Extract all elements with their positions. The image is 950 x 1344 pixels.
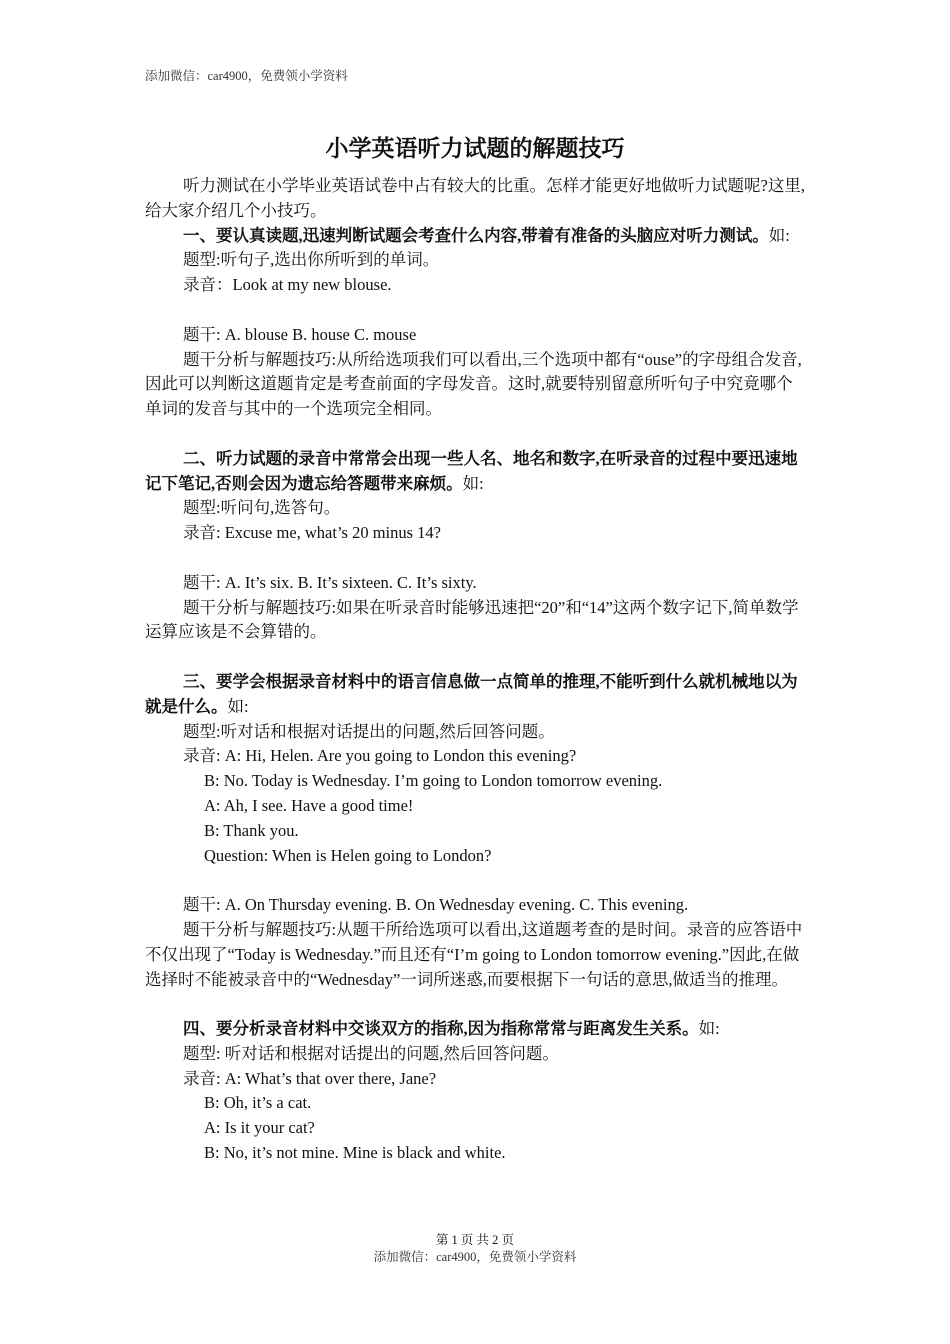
spacer	[145, 992, 807, 1017]
section-3-stem: 题干: A. On Thursday evening. B. On Wednesday evening. C. This evening.	[183, 895, 689, 915]
section-2-example-marker: 如:	[462, 473, 484, 493]
spacer	[145, 645, 807, 670]
section-1-heading	[145, 224, 807, 249]
spacer	[145, 868, 807, 893]
article-body	[145, 174, 807, 1166]
section-3-heading-text: 三、要学会根据录音材料中的语言信息做一点简单的推理,不能听到什么就机械地以为就是什么。	[145, 671, 798, 716]
section-2-type: 题型:听问句,选答句。	[183, 498, 341, 518]
page-title: 小学英语听力试题的解题技巧	[325, 136, 625, 161]
section-3-recording: 录音: A: Hi, Helen. Are you going to London this evening?	[183, 746, 577, 766]
page-number: 第 1 页 共 2 页	[435, 1233, 515, 1247]
footer-note: 添加微信：car4900，免费领小学资料	[373, 1250, 577, 1264]
section-2-heading-text: 二、听力试题的录音中常常会出现一些人名、地名和数字,在听录音的过程中要迅速地记下笔记,否则会因为遗忘给答题带来麻烦。	[145, 448, 798, 493]
section-1-analysis: 题干分析与解题技巧:从所给选项我们可以看出,三个选项中都有“ouse”的字母组合发音,因此可以判断这道题肯定是考查前面的字母发音。这时,就要特别留意所听句子中究竟哪个单词的发音与其中的一个选项完全相同。	[145, 349, 802, 419]
section-4-example-marker: 如:	[698, 1019, 720, 1039]
section-3-type: 题型:听对话和根据对话提出的问题,然后回答问题。	[183, 721, 555, 741]
dialogue-line: A: Is it your cat?	[204, 1118, 315, 1138]
section-2-analysis: 题干分析与解题技巧:如果在听录音时能够迅速把“20”和“14”这两个数字记下,简单数学运算应该是不会算错的。	[145, 597, 799, 642]
header-note: 添加微信：car4900，免费领小学资料	[145, 69, 348, 83]
section-1-heading-text: 一、要认真读题,迅速判断试题会考查什么内容,带着有准备的头脑应对听力测试。	[183, 225, 769, 245]
dialogue-line: B: No, it’s not mine. Mine is black and white.	[204, 1143, 506, 1163]
section-3-heading	[145, 670, 807, 720]
section-1-recording: 录音：Look at my new blouse.	[183, 275, 392, 295]
section-4-heading-text: 四、要分析录音材料中交谈双方的指称,因为指称常常与距离发生关系。	[183, 1019, 699, 1039]
section-1-example-marker: 如:	[768, 225, 790, 245]
section-4-heading	[145, 1017, 807, 1042]
spacer	[145, 298, 807, 323]
section-2-stem: 题干: A. It’s six. B. It’s sixteen. C. It’s sixty.	[183, 572, 477, 592]
section-1-stem: 题干: A. blouse B. house C. mouse	[183, 324, 417, 344]
dialogue-line: B: Thank you.	[204, 820, 299, 840]
dialogue-line: Question: When is Helen going to London?	[204, 845, 492, 865]
section-2-recording: 录音: Excuse me, what’s 20 minus 14?	[183, 523, 442, 543]
section-2-heading	[145, 447, 807, 497]
section-4-type: 题型: 听对话和根据对话提出的问题,然后回答问题。	[183, 1043, 559, 1063]
dialogue-line: A: Ah, I see. Have a good time!	[204, 795, 414, 815]
intro-paragraph: 听力测试在小学毕业英语试卷中占有较大的比重。怎样才能更好地做听力试题呢?这里,给大家介绍几个小技巧。	[145, 176, 805, 220]
section-3-example-marker: 如:	[227, 696, 249, 716]
dialogue-line: B: Oh, it’s a cat.	[204, 1093, 312, 1113]
dialogue-line: B: No. Today is Wednesday. I’m going to London tomorrow evening.	[204, 771, 663, 791]
spacer	[145, 546, 807, 571]
section-4-recording: 录音: A: What’s that over there, Jane?	[183, 1068, 437, 1088]
section-1-type: 题型:听句子,选出你所听到的单词。	[183, 250, 440, 270]
spacer	[145, 422, 807, 447]
section-3-analysis: 题干分析与解题技巧:从题干所给选项可以看出,这道题考查的是时间。录音的应答语中不仅出现了“Today is Wednesday.”而且还有“I’m going to London tomorrow evening.”因此,在做选择时不能被录音中的“Wednesday”一词所迷惑,而要根据下一句话的意思,做适当的推理。	[145, 919, 803, 989]
